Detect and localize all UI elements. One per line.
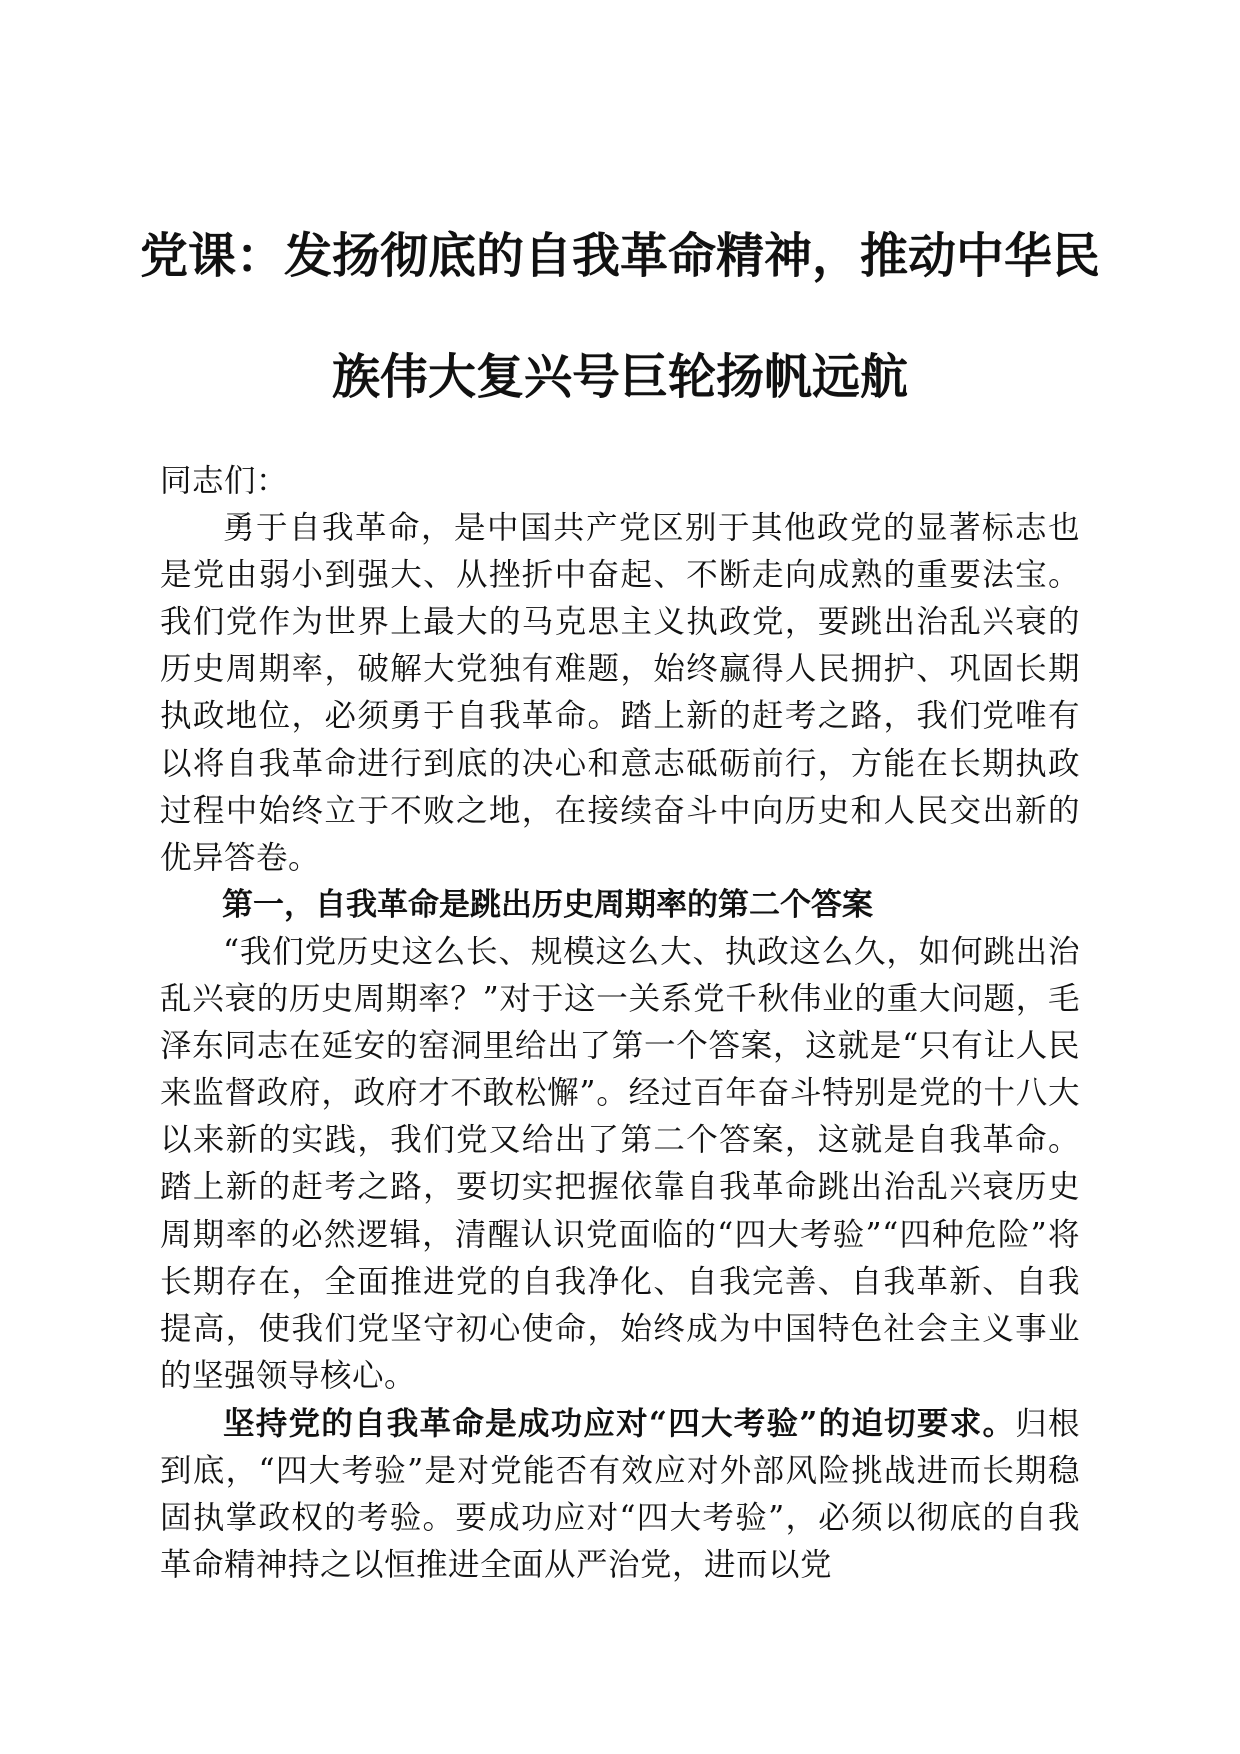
point-1-lead: 坚持党的自我革命是成功应对“四大考验”的迫切要求。: [223, 1404, 1016, 1442]
greeting: 同志们：: [160, 463, 289, 499]
document-body: [160, 458, 1080, 1589]
section-heading-1: 第一，自我革命是跳出历史周期率的第二个答案: [222, 886, 873, 923]
document-title-line-2: 族伟大复兴号巨轮扬帆远航: [331, 349, 908, 405]
point-1-text: 归根到底，“四大考验”是对党能否有效应对外部风险挑战进而长期稳固执掌政权的考验。要成功应对“四大考验”，必须以彻底的自我革命精神持之以恒推进全面从严治党，进而以党: [160, 1405, 1080, 1584]
point-1-paragraph: [160, 1400, 1080, 1589]
document-title-line-1: 党课：发扬彻底的自我革命精神，推动中华民: [139, 228, 1100, 284]
intro-paragraph: 勇于自我革命，是中国共产党区别于其他政党的显著标志也是党由弱小到强大、从挫折中奋起、不断走向成熟的重要法宝。我们党作为世界上最大的马克思主义执政党，要跳出治乱兴衰的历史周期率，破解大党独有难题，始终赢得人民拥护、巩固长期执政地位，必须勇于自我革命。踏上新的赶考之路，我们党唯有以将自我革命进行到底的决心和意志砥砺前行，方能在长期执政过程中始终立于不败之地，在接续奋斗中向历史和人民交出新的优异答卷。: [160, 510, 1080, 876]
section-1-paragraph: “我们党历史这么长、规模这么大、执政这么久，如何跳出治乱兴衰的历史周期率？”对于这一关系党千秋伟业的重大问题，毛泽东同志在延安的窑洞里给出了第一个答案，这就是“只有让人民来监督政府，政府才不敢松懈”。经过百年奋斗特别是党的十八大以来新的实践，我们党又给出了第二个答案，这就是自我革命。踏上新的赶考之路，要切实把握依靠自我革命跳出治乱兴衰历史周期率的必然逻辑，清醒认识党面临的“四大考验”“四种危险”将长期存在，全面推进党的自我净化、自我完善、自我革新、自我提高，使我们党坚守初心使命，始终成为中国特色社会主义事业的坚强领导核心。: [160, 933, 1080, 1394]
